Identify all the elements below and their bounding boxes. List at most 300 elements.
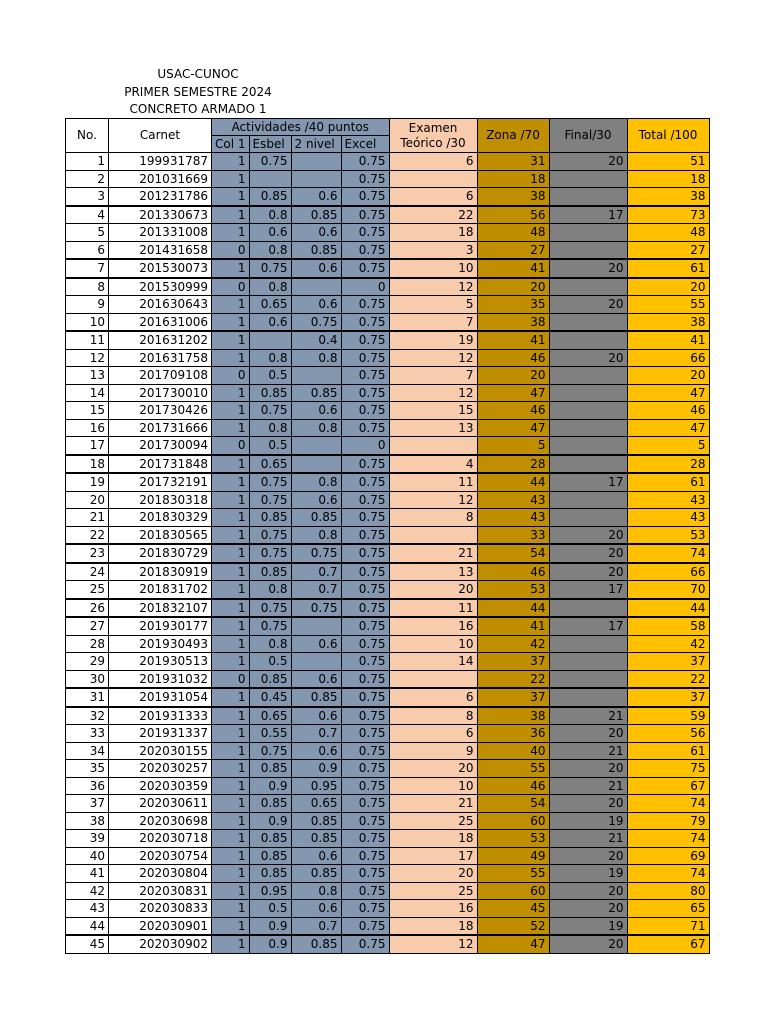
final-cell xyxy=(549,455,627,474)
nivel2-cell: 0.6 xyxy=(291,402,341,420)
nivel2-cell: 0.4 xyxy=(291,331,341,349)
total-cell: 48 xyxy=(627,224,709,242)
excel-cell: 0.75 xyxy=(341,526,389,544)
carnet-cell: 201731666 xyxy=(109,419,212,437)
nivel2-cell: 0.8 xyxy=(291,419,341,437)
exam-cell xyxy=(389,170,477,188)
zona-cell: 46 xyxy=(477,777,549,795)
excel-cell: 0.75 xyxy=(341,653,389,671)
carnet-cell: 201530999 xyxy=(109,278,212,296)
zona-cell: 54 xyxy=(477,795,549,813)
total-cell: 43 xyxy=(627,509,709,527)
table-row xyxy=(66,617,710,635)
institution-title: USAC-CUNOC xyxy=(157,67,239,81)
exam-cell: 25 xyxy=(389,882,477,900)
esbel-cell: 0.85 xyxy=(249,670,291,688)
exam-cell: 14 xyxy=(389,653,477,671)
final-cell xyxy=(549,313,627,331)
nivel2-cell: 0.85 xyxy=(291,509,341,527)
final-cell: 20 xyxy=(549,563,627,581)
excel-cell: 0.75 xyxy=(341,830,389,848)
zona-cell: 41 xyxy=(477,259,549,278)
final-cell xyxy=(549,653,627,671)
excel-cell: 0.75 xyxy=(341,349,389,367)
row-number: 35 xyxy=(66,760,109,778)
row-number: 28 xyxy=(66,635,109,653)
nivel2-cell: 0.85 xyxy=(291,241,341,259)
zona-cell: 46 xyxy=(477,563,549,581)
excel-cell: 0.75 xyxy=(341,313,389,331)
exam-cell: 13 xyxy=(389,563,477,581)
esbel-cell xyxy=(249,170,291,188)
exam-cell: 17 xyxy=(389,847,477,865)
final-cell: 20 xyxy=(549,259,627,278)
table-row xyxy=(66,917,710,935)
total-cell: 74 xyxy=(627,865,709,883)
exam-cell: 4 xyxy=(389,455,477,474)
exam-cell: 18 xyxy=(389,830,477,848)
table-row xyxy=(66,455,710,474)
exam-cell: 20 xyxy=(389,865,477,883)
header-esbel: Esbel xyxy=(249,136,291,153)
row-number: 18 xyxy=(66,455,109,474)
exam-cell xyxy=(389,526,477,544)
total-cell: 22 xyxy=(627,670,709,688)
row-number: 38 xyxy=(66,812,109,830)
nivel2-cell xyxy=(291,170,341,188)
carnet-cell: 201930513 xyxy=(109,653,212,671)
final-cell: 20 xyxy=(549,900,627,918)
excel-cell: 0.75 xyxy=(341,296,389,314)
esbel-cell: 0.75 xyxy=(249,617,291,635)
row-number: 40 xyxy=(66,847,109,865)
zona-cell: 47 xyxy=(477,419,549,437)
col1-cell: 1 xyxy=(212,419,250,437)
final-cell xyxy=(549,331,627,349)
row-number: 36 xyxy=(66,777,109,795)
total-cell: 27 xyxy=(627,241,709,259)
excel-cell: 0.75 xyxy=(341,688,389,707)
col1-cell: 1 xyxy=(212,544,250,563)
total-cell: 38 xyxy=(627,313,709,331)
esbel-cell: 0.75 xyxy=(249,599,291,618)
zona-cell: 28 xyxy=(477,455,549,474)
total-cell: 70 xyxy=(627,581,709,599)
excel-cell: 0.75 xyxy=(341,865,389,883)
nivel2-cell: 0.85 xyxy=(291,935,341,953)
zona-cell: 35 xyxy=(477,296,549,314)
col1-cell: 1 xyxy=(212,882,250,900)
carnet-cell: 201709108 xyxy=(109,367,212,385)
table-row xyxy=(66,206,710,224)
final-cell: 20 xyxy=(549,935,627,953)
carnet-cell: 201830318 xyxy=(109,491,212,509)
total-cell: 41 xyxy=(627,331,709,349)
exam-cell: 3 xyxy=(389,241,477,259)
header-carnet: Carnet xyxy=(109,119,212,153)
zona-cell: 36 xyxy=(477,725,549,743)
esbel-cell: 0.8 xyxy=(249,635,291,653)
esbel-cell: 0.5 xyxy=(249,437,291,455)
row-number: 27 xyxy=(66,617,109,635)
total-cell: 67 xyxy=(627,777,709,795)
esbel-cell: 0.75 xyxy=(249,544,291,563)
final-cell xyxy=(549,278,627,296)
table-row xyxy=(66,563,710,581)
esbel-cell: 0.5 xyxy=(249,653,291,671)
table-row xyxy=(66,707,710,725)
grades-body xyxy=(66,153,710,954)
total-cell: 43 xyxy=(627,491,709,509)
nivel2-cell: 0.65 xyxy=(291,795,341,813)
total-cell: 67 xyxy=(627,935,709,953)
carnet-cell: 201732191 xyxy=(109,473,212,491)
final-cell: 21 xyxy=(549,830,627,848)
esbel-cell: 0.9 xyxy=(249,917,291,935)
col1-cell: 1 xyxy=(212,526,250,544)
carnet-cell: 199931787 xyxy=(109,153,212,171)
row-number: 43 xyxy=(66,900,109,918)
final-cell xyxy=(549,670,627,688)
esbel-cell: 0.85 xyxy=(249,847,291,865)
row-number: 31 xyxy=(66,688,109,707)
header-excel: Excel xyxy=(341,136,389,153)
exam-cell: 15 xyxy=(389,402,477,420)
row-number: 16 xyxy=(66,419,109,437)
carnet-cell: 202030718 xyxy=(109,830,212,848)
total-cell: 47 xyxy=(627,384,709,402)
excel-cell: 0.75 xyxy=(341,259,389,278)
carnet-cell: 202030901 xyxy=(109,917,212,935)
carnet-cell: 201830565 xyxy=(109,526,212,544)
final-cell xyxy=(549,599,627,618)
final-cell xyxy=(549,188,627,206)
final-cell: 20 xyxy=(549,882,627,900)
final-cell: 21 xyxy=(549,777,627,795)
table-row xyxy=(66,653,710,671)
zona-cell: 53 xyxy=(477,830,549,848)
final-cell: 20 xyxy=(549,795,627,813)
exam-cell: 12 xyxy=(389,349,477,367)
row-number: 13 xyxy=(66,367,109,385)
final-cell: 20 xyxy=(549,847,627,865)
final-cell: 17 xyxy=(549,206,627,224)
col1-cell: 1 xyxy=(212,509,250,527)
col1-cell: 1 xyxy=(212,491,250,509)
table-row xyxy=(66,670,710,688)
excel-cell: 0.75 xyxy=(341,617,389,635)
exam-cell: 6 xyxy=(389,188,477,206)
esbel-cell: 0.6 xyxy=(249,313,291,331)
excel-cell: 0.75 xyxy=(341,581,389,599)
final-cell xyxy=(549,688,627,707)
row-number: 24 xyxy=(66,563,109,581)
table-row xyxy=(66,795,710,813)
exam-cell: 10 xyxy=(389,259,477,278)
nivel2-cell xyxy=(291,455,341,474)
carnet-cell: 201831702 xyxy=(109,581,212,599)
table-row xyxy=(66,509,710,527)
col1-cell: 0 xyxy=(212,241,250,259)
total-cell: 53 xyxy=(627,526,709,544)
total-cell: 65 xyxy=(627,900,709,918)
esbel-cell: 0.85 xyxy=(249,509,291,527)
zona-cell: 22 xyxy=(477,670,549,688)
final-cell: 20 xyxy=(549,544,627,563)
total-cell: 20 xyxy=(627,278,709,296)
carnet-cell: 202030831 xyxy=(109,882,212,900)
excel-cell: 0.75 xyxy=(341,419,389,437)
col1-cell: 1 xyxy=(212,900,250,918)
carnet-cell: 201331008 xyxy=(109,224,212,242)
total-cell: 71 xyxy=(627,917,709,935)
zona-cell: 44 xyxy=(477,473,549,491)
col1-cell: 1 xyxy=(212,935,250,953)
exam-cell: 21 xyxy=(389,795,477,813)
total-cell: 58 xyxy=(627,617,709,635)
excel-cell: 0.75 xyxy=(341,599,389,618)
zona-cell: 60 xyxy=(477,812,549,830)
carnet-cell: 201530073 xyxy=(109,259,212,278)
exam-cell: 7 xyxy=(389,367,477,385)
zona-cell: 46 xyxy=(477,402,549,420)
exam-cell: 20 xyxy=(389,581,477,599)
nivel2-cell: 0.8 xyxy=(291,349,341,367)
nivel2-cell: 0.6 xyxy=(291,296,341,314)
carnet-cell: 202030611 xyxy=(109,795,212,813)
nivel2-cell: 0.6 xyxy=(291,742,341,760)
exam-cell: 12 xyxy=(389,384,477,402)
esbel-cell: 0.85 xyxy=(249,384,291,402)
nivel2-cell: 0.75 xyxy=(291,544,341,563)
total-cell: 47 xyxy=(627,419,709,437)
col1-cell: 1 xyxy=(212,777,250,795)
esbel-cell: 0.8 xyxy=(249,278,291,296)
col1-cell: 1 xyxy=(212,384,250,402)
total-cell: 61 xyxy=(627,473,709,491)
exam-cell: 25 xyxy=(389,812,477,830)
excel-cell: 0.75 xyxy=(341,491,389,509)
nivel2-cell: 0.8 xyxy=(291,473,341,491)
final-cell: 19 xyxy=(549,865,627,883)
col1-cell: 0 xyxy=(212,670,250,688)
excel-cell: 0.75 xyxy=(341,384,389,402)
col1-cell: 1 xyxy=(212,473,250,491)
excel-cell: 0.75 xyxy=(341,795,389,813)
row-number: 5 xyxy=(66,224,109,242)
carnet-cell: 202030902 xyxy=(109,935,212,953)
row-number: 21 xyxy=(66,509,109,527)
excel-cell: 0.75 xyxy=(341,900,389,918)
zona-cell: 38 xyxy=(477,707,549,725)
exam-cell: 5 xyxy=(389,296,477,314)
final-cell: 20 xyxy=(549,349,627,367)
row-number: 14 xyxy=(66,384,109,402)
exam-cell: 6 xyxy=(389,688,477,707)
excel-cell: 0.75 xyxy=(341,544,389,563)
table-row xyxy=(66,935,710,953)
zona-cell: 20 xyxy=(477,367,549,385)
col1-cell: 1 xyxy=(212,455,250,474)
esbel-cell: 0.85 xyxy=(249,830,291,848)
carnet-cell: 202030359 xyxy=(109,777,212,795)
excel-cell: 0.75 xyxy=(341,153,389,171)
row-number: 3 xyxy=(66,188,109,206)
nivel2-cell: 0.75 xyxy=(291,599,341,618)
col1-cell: 1 xyxy=(212,917,250,935)
excel-cell: 0.75 xyxy=(341,206,389,224)
table-row xyxy=(66,725,710,743)
table-row xyxy=(66,812,710,830)
esbel-cell: 0.95 xyxy=(249,882,291,900)
table-row xyxy=(66,635,710,653)
table-row xyxy=(66,526,710,544)
carnet-cell: 202030698 xyxy=(109,812,212,830)
total-cell: 56 xyxy=(627,725,709,743)
table-row xyxy=(66,278,710,296)
final-cell: 20 xyxy=(549,153,627,171)
col1-cell: 1 xyxy=(212,635,250,653)
total-cell: 80 xyxy=(627,882,709,900)
col1-cell: 1 xyxy=(212,830,250,848)
nivel2-cell: 0.9 xyxy=(291,760,341,778)
esbel-cell: 0.85 xyxy=(249,865,291,883)
carnet-cell: 202030804 xyxy=(109,865,212,883)
zona-cell: 53 xyxy=(477,581,549,599)
exam-cell: 12 xyxy=(389,935,477,953)
row-number: 20 xyxy=(66,491,109,509)
excel-cell: 0.75 xyxy=(341,563,389,581)
zona-cell: 33 xyxy=(477,526,549,544)
row-number: 22 xyxy=(66,526,109,544)
semester-title: PRIMER SEMESTRE 2024 xyxy=(124,84,272,99)
exam-cell: 18 xyxy=(389,224,477,242)
nivel2-cell: 0.6 xyxy=(291,259,341,278)
carnet-cell: 201431658 xyxy=(109,241,212,259)
table-row xyxy=(66,331,710,349)
nivel2-cell xyxy=(291,437,341,455)
nivel2-cell: 0.6 xyxy=(291,847,341,865)
table-row xyxy=(66,153,710,171)
nivel2-cell xyxy=(291,653,341,671)
row-number: 45 xyxy=(66,935,109,953)
total-cell: 18 xyxy=(627,170,709,188)
header-exam-line2: Teórico /30 xyxy=(400,135,466,150)
row-number: 34 xyxy=(66,742,109,760)
table-row xyxy=(66,367,710,385)
total-cell: 28 xyxy=(627,455,709,474)
zona-cell: 49 xyxy=(477,847,549,865)
table-row xyxy=(66,259,710,278)
esbel-cell: 0.45 xyxy=(249,688,291,707)
row-number: 44 xyxy=(66,917,109,935)
zona-cell: 40 xyxy=(477,742,549,760)
esbel-cell: 0.75 xyxy=(249,491,291,509)
table-row xyxy=(66,544,710,563)
exam-cell: 9 xyxy=(389,742,477,760)
exam-cell xyxy=(389,437,477,455)
table-row xyxy=(66,437,710,455)
carnet-cell: 201730426 xyxy=(109,402,212,420)
exam-cell: 22 xyxy=(389,206,477,224)
esbel-cell: 0.75 xyxy=(249,153,291,171)
exam-cell: 18 xyxy=(389,917,477,935)
carnet-cell: 201930177 xyxy=(109,617,212,635)
esbel-cell: 0.65 xyxy=(249,296,291,314)
zona-cell: 42 xyxy=(477,635,549,653)
excel-cell: 0.75 xyxy=(341,473,389,491)
final-cell xyxy=(549,241,627,259)
final-cell: 20 xyxy=(549,526,627,544)
zona-cell: 43 xyxy=(477,509,549,527)
carnet-cell: 201631006 xyxy=(109,313,212,331)
carnet-cell: 201830729 xyxy=(109,544,212,563)
carnet-cell: 201631202 xyxy=(109,331,212,349)
excel-cell: 0.75 xyxy=(341,402,389,420)
row-number: 33 xyxy=(66,725,109,743)
carnet-cell: 202030257 xyxy=(109,760,212,778)
nivel2-cell: 0.6 xyxy=(291,491,341,509)
final-cell: 19 xyxy=(549,917,627,935)
esbel-cell: 0.5 xyxy=(249,900,291,918)
col1-cell: 1 xyxy=(212,259,250,278)
total-cell: 44 xyxy=(627,599,709,618)
total-cell: 51 xyxy=(627,153,709,171)
carnet-cell: 201330673 xyxy=(109,206,212,224)
nivel2-cell xyxy=(291,153,341,171)
excel-cell: 0 xyxy=(341,278,389,296)
total-cell: 74 xyxy=(627,830,709,848)
header-2nivel: 2 nivel xyxy=(291,136,341,153)
table-row xyxy=(66,865,710,883)
exam-cell xyxy=(389,670,477,688)
total-cell: 74 xyxy=(627,795,709,813)
col1-cell: 1 xyxy=(212,563,250,581)
final-cell xyxy=(549,491,627,509)
table-row xyxy=(66,581,710,599)
zona-cell: 56 xyxy=(477,206,549,224)
excel-cell: 0.75 xyxy=(341,367,389,385)
exam-cell: 12 xyxy=(389,491,477,509)
nivel2-cell: 0.6 xyxy=(291,900,341,918)
zona-cell: 18 xyxy=(477,170,549,188)
final-cell: 17 xyxy=(549,581,627,599)
excel-cell: 0.75 xyxy=(341,188,389,206)
nivel2-cell: 0.85 xyxy=(291,688,341,707)
row-number: 6 xyxy=(66,241,109,259)
table-row xyxy=(66,241,710,259)
nivel2-cell: 0.85 xyxy=(291,812,341,830)
row-number: 9 xyxy=(66,296,109,314)
table-row xyxy=(66,188,710,206)
table-row xyxy=(66,473,710,491)
total-cell: 42 xyxy=(627,635,709,653)
excel-cell: 0.75 xyxy=(341,917,389,935)
nivel2-cell: 0.6 xyxy=(291,224,341,242)
zona-cell: 54 xyxy=(477,544,549,563)
zona-cell: 37 xyxy=(477,653,549,671)
row-number: 42 xyxy=(66,882,109,900)
table-row xyxy=(66,777,710,795)
exam-cell: 11 xyxy=(389,599,477,618)
row-number: 10 xyxy=(66,313,109,331)
excel-cell: 0.75 xyxy=(341,847,389,865)
table-row xyxy=(66,742,710,760)
row-number: 39 xyxy=(66,830,109,848)
esbel-cell: 0.75 xyxy=(249,742,291,760)
total-cell: 66 xyxy=(627,349,709,367)
zona-cell: 41 xyxy=(477,331,549,349)
